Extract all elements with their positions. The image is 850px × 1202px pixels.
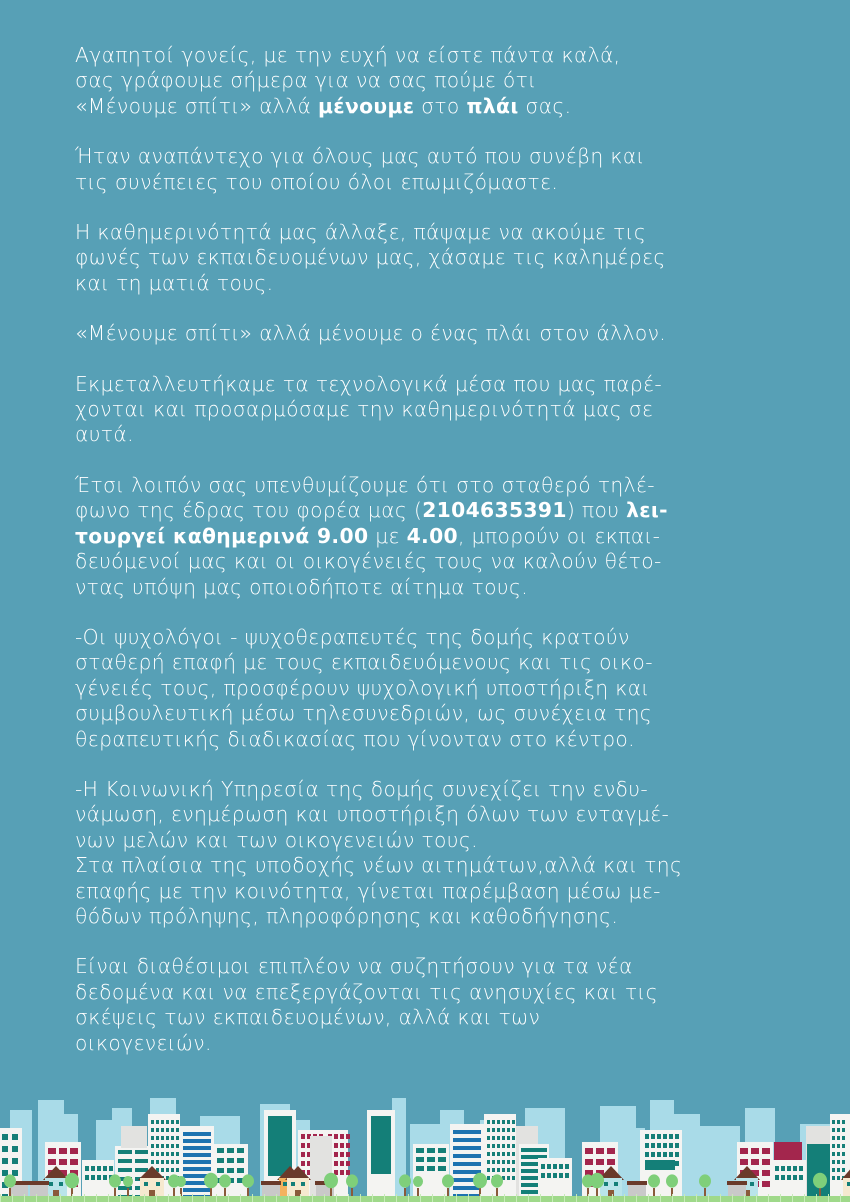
text-segment: σας γράφουμε σήμερα για να σας πούμε ότι (75, 68, 537, 93)
text-segment: γένειές τους, προσφέρουν ψυχολογική υποστήριξη και (75, 675, 650, 700)
text-segment: -Η Κοινωνική Υπηρεσία της δομής συνεχίζει την ενδυ- (75, 776, 649, 801)
text-line (75, 879, 795, 904)
text-line (75, 954, 795, 979)
text-line (75, 549, 795, 574)
text-segment: φωνο της έδρας του φορέα μας ( (75, 498, 423, 523)
text-line (75, 498, 795, 523)
text-line (75, 245, 795, 270)
paragraph (75, 321, 795, 346)
text-segment: αυτά. (75, 422, 134, 447)
text-line (75, 853, 795, 878)
text-segment: «Μένουμε σπίτι» αλλά μένουμε ο ένας πλάι στον άλλον. (75, 321, 667, 346)
text-segment: Ήταν αναπάντεχο για όλους μας αυτό που συνέβη και (75, 144, 645, 169)
text-segment: ) που (566, 498, 627, 523)
text-segment: νων μελών και των οικογενειών τους. (75, 827, 478, 852)
text-line (75, 170, 795, 195)
text-segment: -Οι ψυχολόγοι - ψυχοθεραπευτές της δομής κρατούν (75, 624, 630, 649)
bold-text: μένουμε (318, 93, 415, 118)
text-segment: Αγαπητοί γονείς, με την ευχή να είστε πάντα καλά, (75, 43, 621, 67)
text-segment: στο (414, 93, 467, 118)
text-line (75, 473, 795, 498)
text-segment: Είναι διαθέσιμοι επιπλέον να συζητήσουν για τα νέα (75, 954, 633, 979)
bold-text: τουργεί καθημερινά 9.00 (75, 523, 369, 548)
text-line (75, 422, 795, 447)
text-line (75, 68, 795, 93)
text-segment: δεδομένα και να επεξεργάζονται τις ανησυχίες και τις (75, 979, 658, 1004)
text-line (75, 144, 795, 169)
text-segment: επαφής με την κοινότητα, γίνεται παρέμβαση μέσω με- (75, 878, 661, 903)
text-segment: σας. (518, 93, 572, 118)
text-segment: «Μένουμε σπίτι» αλλά (75, 93, 319, 118)
text-segment: ντας υπόψη μας οποιοδήποτε αίτημα τους. (75, 574, 529, 599)
text-segment: και τη ματιά τους. (75, 270, 274, 295)
text-line (75, 524, 795, 549)
paragraph (75, 954, 795, 1056)
text-line (75, 650, 795, 675)
text-segment: , μπορούν οι εκπαι- (458, 523, 661, 548)
paragraph (75, 372, 795, 448)
text-segment: θόδων πρόληψης, πληροφόρησης και καθοδήγησης. (75, 903, 619, 928)
text-segment: Στα πλαίσια της υποδοχής νέων αιτημάτων,αλλά και της (75, 853, 683, 878)
text-line (75, 904, 795, 929)
text-line (75, 397, 795, 422)
text-segment: τις συνέπειες του οποίου όλοι επωμιζόμαστε. (75, 169, 559, 194)
text-segment: θεραπευτικής διαδικασίας που γίνονταν στο κέντρο. (75, 726, 635, 751)
text-segment: οικογενειών. (75, 1030, 212, 1055)
text-line (75, 625, 795, 650)
text-segment: Η καθημερινότητά μας άλλαξε, πάψαμε να ακούμε τις (75, 220, 647, 245)
text-line (75, 676, 795, 701)
text-line (75, 1005, 795, 1030)
text-line (75, 727, 795, 752)
text-line (75, 777, 795, 802)
bold-text: 4.00 (406, 523, 459, 548)
text-line (75, 43, 795, 68)
text-segment: δευόμενοί μας και οι οικογένειές τους να καλούν θέτο- (75, 549, 662, 574)
text-line (75, 701, 795, 726)
paragraph (75, 777, 795, 929)
text-segment: Έτσι λοιπόν σας υπενθυμίζουμε ότι στο σταθερό τηλέ- (75, 472, 655, 497)
text-line (75, 980, 795, 1005)
text-segment: σταθερή επαφή με τους εκπαιδευόμενους και τις οικο- (75, 650, 653, 675)
text-line (75, 94, 795, 119)
paragraph (75, 220, 795, 296)
text-line (75, 220, 795, 245)
text-line (75, 372, 795, 397)
letter-body (75, 43, 795, 1081)
text-segment: χονται και προσαρμόσαμε την καθημερινότητά μας σε (75, 397, 654, 422)
bold-text: πλάι (466, 93, 519, 118)
text-line (75, 271, 795, 296)
text-line (75, 1031, 795, 1056)
text-segment: με (368, 523, 407, 548)
paragraph (75, 43, 795, 119)
text-segment: Εκμεταλλευτήκαμε τα τεχνολογικά μέσα που μας παρέ- (75, 371, 663, 396)
text-line (75, 321, 795, 346)
text-line (75, 802, 795, 827)
bold-text: λει- (626, 498, 668, 523)
text-segment: σκέψεις των εκπαιδευομένων, αλλά και των (75, 1005, 541, 1030)
text-segment: νάμωση, ενημέρωση και υποστήριξη όλων των ενταγμέ- (75, 802, 670, 827)
text-line (75, 828, 795, 853)
paragraph (75, 473, 795, 600)
text-segment: φωνές των εκπαιδευομένων μας, χάσαμε τις καλημέρες (75, 245, 666, 270)
paragraph (75, 625, 795, 752)
paragraph (75, 144, 795, 195)
text-segment: συμβουλευτική μέσω τηλεσυνεδριών, ως συνέχεια της (75, 701, 653, 726)
cityscape-illustration-icon (0, 1080, 850, 1202)
text-line (75, 575, 795, 600)
bold-text: 2104635391 (422, 498, 567, 523)
